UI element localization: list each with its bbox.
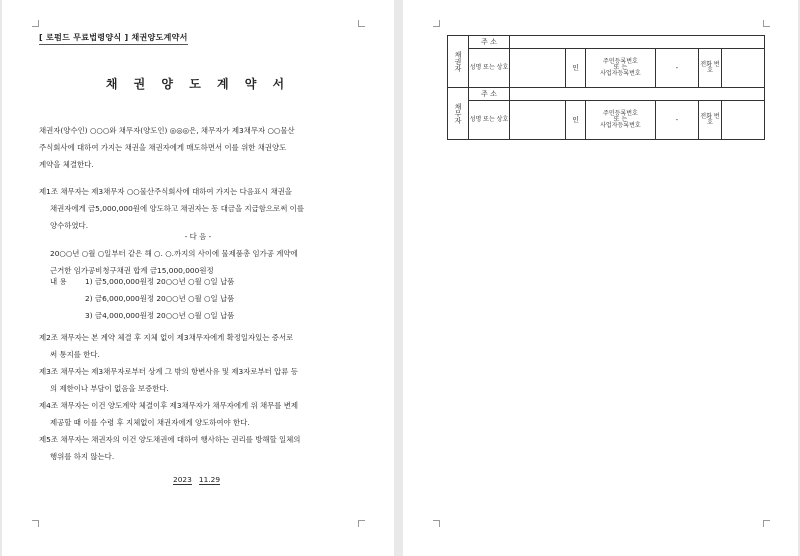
article-4-line-1: 제4조 채무자는 이건 양도계약 체결이후 제3채무자가 채무자에게 위 채무를 변제	[39, 401, 299, 410]
article-1-line-3: 양수하였다.	[50, 221, 89, 230]
debtor-phone-field[interactable]	[722, 101, 765, 140]
document-page-1	[2, 0, 394, 556]
crop-mark	[763, 20, 770, 27]
page-header: [ 로펌드 무료법령양식 ] 채권양도계약서	[39, 32, 188, 45]
id-label-line-1: 주민등록번호	[603, 58, 638, 65]
article-2-line-1: 제2조 채무자는 본 계약 체결 후 지체 없이 제3채무자에게 확정일자있는 증서로	[39, 333, 294, 342]
creditor-label: 채권자	[448, 36, 469, 88]
debtor-id-field[interactable]: -	[655, 101, 698, 140]
crop-mark	[32, 520, 39, 527]
item-2: 2) 금6,000,000원정 20○○년 ○월 ○일 납품	[85, 294, 235, 303]
detail-line-2: 근거한 임가공비청구채권 합계 금15,000,000원정	[50, 266, 214, 275]
article-3-line-2: 의 제한이나 부담이 없음을 보증한다.	[50, 384, 169, 393]
intro-line-1: 채권자(양수인) ○○○와 채무자(양도인) ◎◎◎은, 채무자가 제3채무자 ○○물산	[39, 126, 295, 135]
crop-mark	[358, 520, 365, 527]
article-5-line-2: 행위를 하지 않는다.	[50, 452, 115, 461]
id-label-line-2: 또 는	[613, 64, 628, 71]
date-month-day: 11.29	[198, 475, 221, 484]
id-label-line-3: 사업자등록번호	[600, 122, 641, 129]
crop-mark	[433, 20, 440, 27]
article-5-line-1: 제5조 채무자는 채권자의 이건 양도채권에 대하여 행사하는 권리를 방해할 일체의	[39, 435, 301, 444]
page-gutter	[394, 0, 403, 556]
creditor-address-field[interactable]	[509, 36, 764, 49]
document-page-2	[403, 0, 798, 556]
debtor-id-label	[585, 101, 655, 140]
creditor-id-field[interactable]: -	[655, 49, 698, 88]
da-eum-heading: - 다 음 -	[184, 232, 212, 241]
date-year: 2023	[173, 475, 192, 484]
crop-mark	[433, 520, 440, 527]
debtor-name-label: 성명 또는 상호	[469, 101, 510, 140]
id-label-line-2: 또 는	[613, 116, 628, 123]
creditor-id-label	[585, 49, 655, 88]
id-label-line-3: 사업자등록번호	[600, 70, 641, 77]
document-title: 채 권 양 도 계 약 서	[105, 77, 291, 91]
article-1-line-2: 채권자에게 금5,000,000원에 양도하고 채권자는 동 대금을 지급함으로써 이를	[50, 204, 304, 213]
id-label-line-1: 주민등록번호	[603, 110, 638, 117]
article-2-line-2: 써 통지를 한다.	[50, 350, 100, 359]
creditor-phone-label: 전화 번호	[698, 49, 721, 88]
crop-mark	[358, 20, 365, 27]
item-3: 3) 금4,000,000원정 20○○년 ○월 ○일 납품	[85, 311, 235, 320]
content-label: 내 용	[50, 277, 67, 286]
crop-mark	[32, 20, 39, 27]
debtor-phone-label: 전화 번호	[698, 101, 721, 140]
debtor-address-field[interactable]	[509, 88, 764, 101]
creditor-name-label: 성명 또는 상호	[469, 49, 510, 88]
creditor-address-label: 주 소	[469, 36, 510, 49]
article-1-line-1: 제1조 채무자는 제3채무자 ○○물산주식회사에 대하여 가지는 다음표시 채권을	[39, 187, 292, 196]
creditor-seal: 인	[566, 49, 586, 88]
creditor-name-field[interactable]	[509, 49, 565, 88]
contract-date	[173, 475, 220, 484]
creditor-phone-field[interactable]	[722, 49, 765, 88]
debtor-label: 채무자	[448, 88, 469, 140]
party-info-table	[447, 35, 765, 140]
debtor-seal: 인	[566, 101, 586, 140]
detail-line-1: 20○○년 ○월 ○일부터 같은 해 ○. ○.까지의 사이에 물제품총 임가공 계약에	[50, 249, 298, 258]
debtor-name-field[interactable]	[509, 101, 565, 140]
article-4-line-2: 제공할 때 이를 수령 후 지체없이 채권자에게 양도하여야 한다.	[50, 418, 250, 427]
item-1: 1) 금5,000,000원정 20○○년 ○월 ○일 납품	[85, 277, 235, 286]
intro-line-3: 계약을 체결한다.	[39, 160, 94, 169]
crop-mark	[763, 520, 770, 527]
intro-line-2: 주식회사에 대하여 가지는 채권을 채권자에게 매도하면서 이를 위한 채권양도	[39, 143, 287, 152]
article-3-line-1: 제3조 채무자는 제3채무자로부터 상계 그 밖의 항변사유 및 제3자로부터 압류 등	[39, 367, 298, 376]
debtor-address-label: 주 소	[469, 88, 510, 101]
